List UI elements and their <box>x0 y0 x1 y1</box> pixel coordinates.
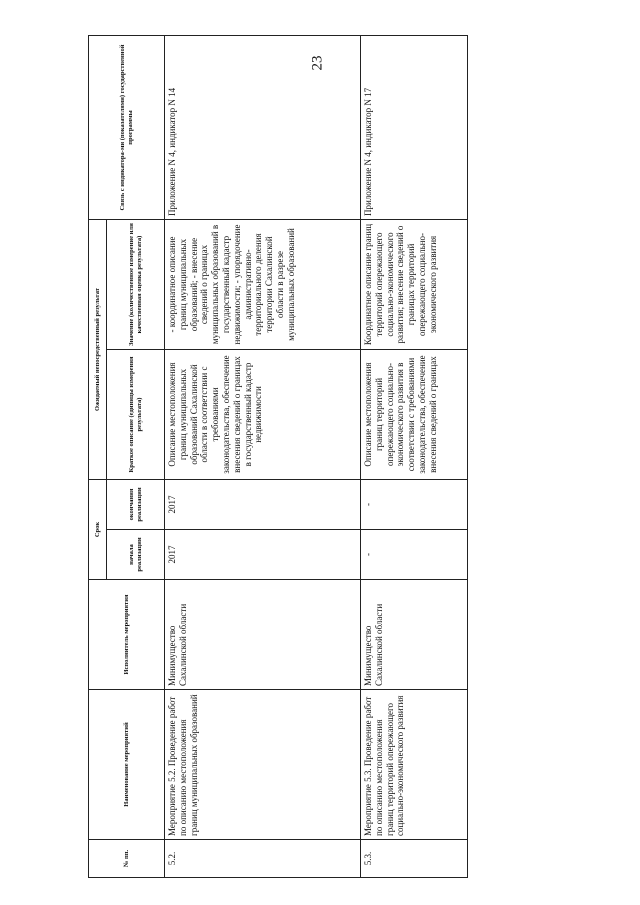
header-num: № пп. <box>89 840 165 878</box>
table-row <box>165 36 361 878</box>
header-brief: Краткое описание (единицы измерения результата) <box>107 350 165 480</box>
header-end: окончания реализации <box>107 480 165 530</box>
row-start: 2017 <box>165 530 361 580</box>
rotated-table-container <box>88 36 468 878</box>
row-executor: Минимущество Сахалинской области <box>361 580 468 690</box>
header-name: Наименование мероприятий <box>89 690 165 840</box>
row-end: 2017 <box>165 480 361 530</box>
header-start: начала реализации <box>107 530 165 580</box>
row-brief: Описание местоположения границ территорий опережающего социально-экономического развития в соответствии с требованиями законодательства, обеспечение внесения сведений о границах <box>361 350 468 480</box>
row-num: 5.3. <box>361 840 468 878</box>
row-link: Приложение N 4, индикатор N 17 <box>361 36 468 220</box>
row-end: - <box>361 480 468 530</box>
row-link: Приложение N 4, индикатор N 14 <box>165 36 361 220</box>
program-measures-table <box>88 35 468 878</box>
table-row <box>361 36 468 878</box>
header-row-1 <box>89 36 107 878</box>
page-number: 23 <box>309 55 325 71</box>
row-executor: Минимущество Сахалинской области <box>165 580 361 690</box>
row-name: Мероприятие 5.3. Проведение работ по описанию местоположения границ территорий опережающего социально-экономического развития <box>361 690 468 840</box>
row-num: 5.2. <box>165 840 361 878</box>
row-name: Мероприятие 5.2. Проведение работ по описанию местоположения границ муниципальных образований <box>165 690 361 840</box>
row-value: - координатное описание границ муниципальных образований; - внесение сведений о границах муниципальных образований в государственный кадастр недвижимости; - упорядочение административно-территориального деления территории Сахалинской области в разрезе муниципальных образований <box>165 220 361 350</box>
header-expected-result: Ожидаемый непосредственный результат <box>89 220 107 480</box>
header-term: Срок <box>89 480 107 580</box>
header-executor: Исполнитель мероприятия <box>89 580 165 690</box>
row-brief: Описание местоположения границ муниципальных образований Сахалинской области в соответствии с требованиями законодательства, обеспечение внесения сведений о границах в государственный кадастр недвижимости <box>165 350 361 480</box>
row-value: Координатное описание границ территорий опережающего социально-экономического развития; внесение сведений о границах территорий опережающего социально-экономического развития <box>361 220 468 350</box>
row-start: - <box>361 530 468 580</box>
header-value: Значение (количественное измерение или качественная оценка результата) <box>107 220 165 350</box>
header-indicator-link: Связь с индикатора-ми (показателями) государственной программы <box>89 36 165 220</box>
